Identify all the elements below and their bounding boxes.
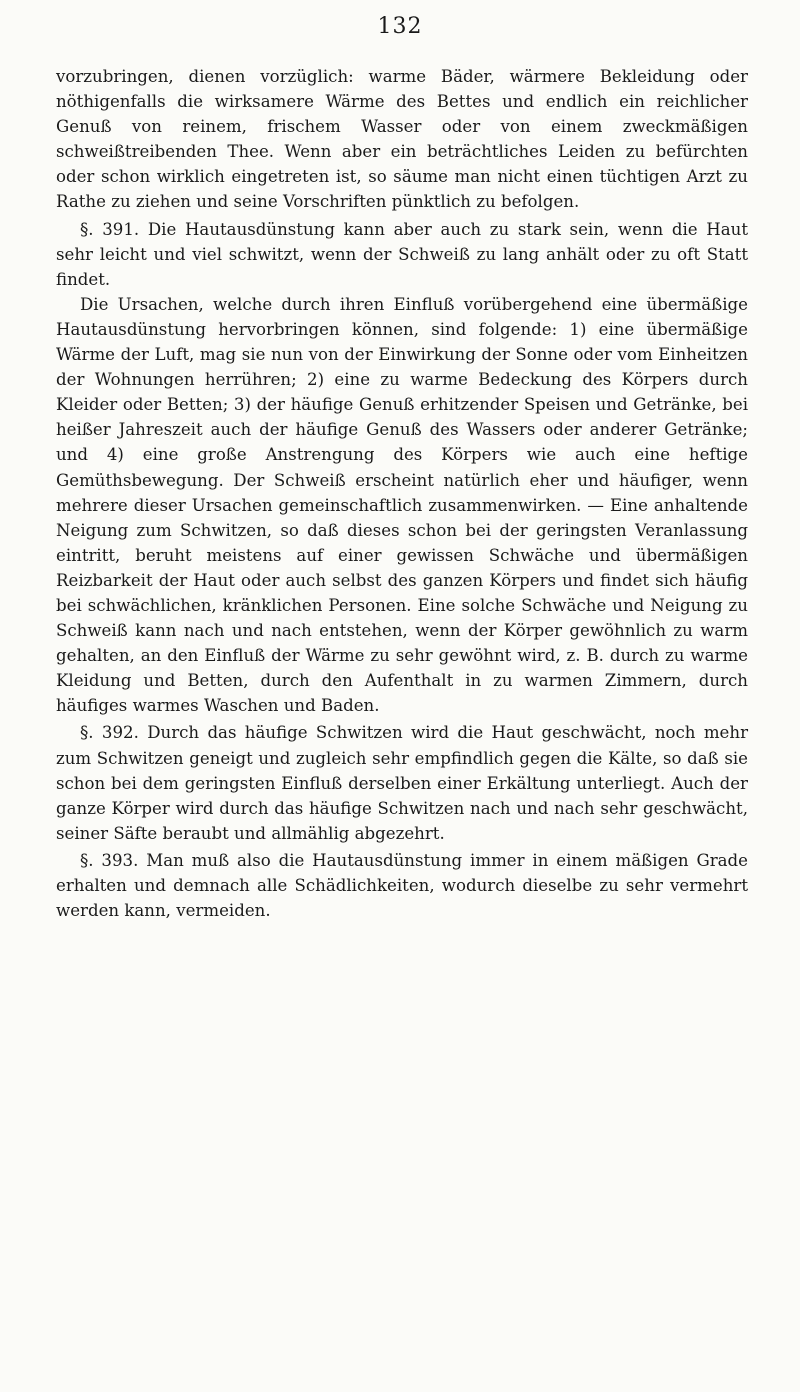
paragraph-text: Die Hautausdünstung kann aber auch zu stark sein, wenn die Haut sehr leicht und viel schwitzt, wenn der Schweiß zu lang anhält oder zu oft Statt findet.	[56, 219, 748, 289]
paragraph-section-392	[56, 720, 748, 845]
paragraph-text: Man muß also die Hautausdünstung immer in einem mäßigen Grade erhalten und demnach alle Schädlichkeiten, wodurch dieselbe zu sehr vermehrt werden kann, vermeiden.	[56, 850, 748, 921]
section-number: §. 391.	[80, 219, 140, 239]
paragraph-causes	[56, 292, 748, 719]
paragraph-continuation	[56, 64, 748, 215]
paragraph-text: vorzubringen, dienen vorzüglich: warme Bäder, wärmere Bekleidung oder nöthigenfalls die wirksamere Wärme des Bettes und endlich ein reichlicher Genuß von reinem, frischem Wasser oder von einem zweckmäßigen schweißtreibenden Thee. Wenn aber ein beträchtliches Leiden zu befürchten oder schon wirklich eingetreten ist, so säume man nicht einen tüchtigen Arzt zu Rathe zu ziehen und seine Vorschriften pünktlich zu befolgen.	[56, 67, 748, 212]
paragraph-text: Durch das häufige Schwitzen wird die Haut geschwächt, noch mehr zum Schwitzen geneigt und zugleich sehr empfindlich gegen die Kälte, so daß sie schon bei dem geringsten Einfluß derselben einer Erkältung unterliegt. Auch der ganze Körper wird durch das häufige Schwitzen nach und nach sehr geschwächt, seiner Säfte beraubt und allmählig abgezehrt.	[56, 723, 749, 843]
section-number: §. 392.	[80, 723, 139, 743]
page-number: 132	[377, 14, 423, 39]
paragraph-section-391	[56, 217, 748, 292]
section-number: §. 393.	[80, 850, 139, 870]
paragraph-text: Die Ursachen, welche durch ihren Einfluß vorübergehend eine übermäßige Hautausdünstung hervorbringen können, sind folgende: 1) eine übermäßige Wärme der Luft, mag sie nun von der Einwirkung der Sonne oder vom Einheitzen der Wohnungen herrühren; 2) eine zu warme Bedeckung des Körpers durch Kleider oder Betten; 3) der häufige Genuß erhitzender Speisen und Getränke, bei heißer Jahreszeit auch der häufige Genuß des Wassers oder anderer Getränke; und 4) eine große Anstrengung des Körpers wie auch eine heftige Gemüthsbewegung. Der Schweiß erscheint natürlich eher und häufiger, wenn mehrere dieser Ursachen gemeinschaftlich zusammenwirken. — Eine anhaltende Neigung zum Schwitzen, so daß dieses schon bei der geringsten Veranlassung eintritt, beruht meistens auf einer gewissen Schwäche und übermäßigen Reizbarkeit der Haut oder auch selbst des ganzen Körpers und findet sich häufig bei schwächlichen, kränklichen Personen. Eine solche Schwäche und Neigung zu Schweiß kann nach und nach entstehen, wenn der Körper gewöhnlich zu warm gehalten, an den Einfluß der Wärme zu sehr gewöhnt wird, z. B. durch zu warme Kleidung und Betten, durch den Aufenthalt in zu warmen Zimmern, durch häufiges warmes Waschen und Baden.	[56, 294, 748, 716]
paragraph-section-393	[56, 848, 748, 923]
body-text	[56, 64, 748, 923]
